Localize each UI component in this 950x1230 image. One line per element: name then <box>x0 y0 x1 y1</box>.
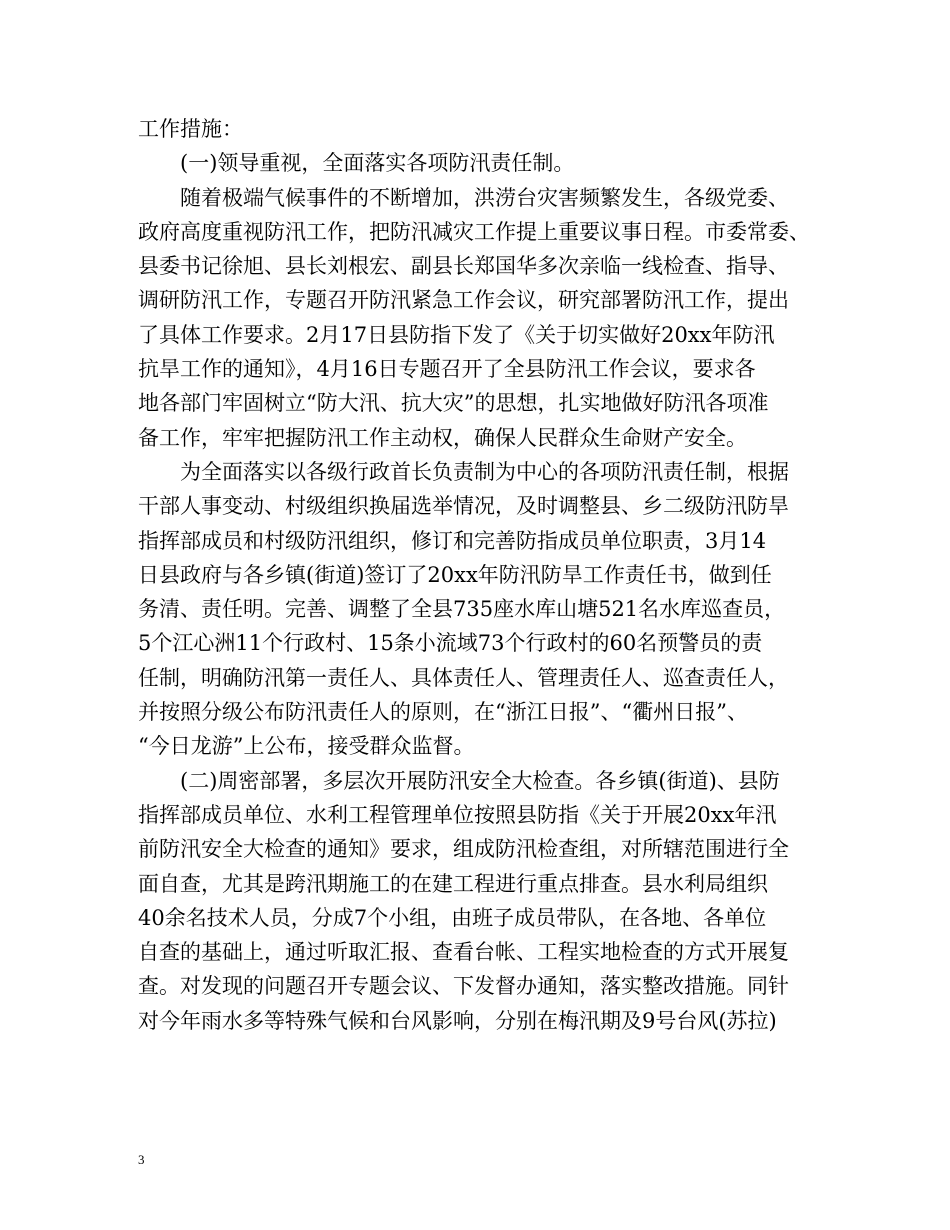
text-line: 5个江心洲11个行政村、15条小流域73个行政村的60名预警员的责 <box>138 631 763 656</box>
section-heading: (二)周密部署，多层次开展防汛安全大检查。各乡镇(街道)、县防 <box>180 768 780 793</box>
text-line: 了具体工作要求。2月17日县防指下发了《关于切实做好20xx年防汛 <box>138 322 775 347</box>
text-line: 抗旱工作的通知》，4月16日专题召开了全县防汛工作会议，要求各 <box>138 357 756 382</box>
body-text <box>138 112 814 1038</box>
text-line: 备工作，牢牢把握防汛工作主动权，确保人民群众生命财产安全。 <box>138 425 747 450</box>
text-line: 对今年雨水多等特殊气候和台风影响，分别在梅汛期及9号台风(苏拉) <box>138 1008 777 1033</box>
text-line: 政府高度重视防汛工作，把防汛减灾工作提上重要议事日程。市委常委、 <box>138 219 810 244</box>
text-line: 工作措施： <box>138 117 243 141</box>
text-line: 调研防汛工作，专题召开防汛紧急工作会议，研究部署防汛工作，提出 <box>138 288 789 313</box>
section-heading: (一)领导重视，全面落实各项防汛责任制。 <box>180 151 575 176</box>
text-line: 随着极端气候事件的不断增加，洪涝台灾害频繁发生，各级党委、 <box>180 185 789 210</box>
text-line: 干部人事变动、村级组织换届选举情况，及时调整县、乡二级防汛防旱 <box>138 494 789 519</box>
text-line: 为全面落实以各级行政首长负责制为中心的各项防汛责任制，根据 <box>180 459 789 484</box>
text-line: 日县政府与各乡镇(街道)签订了20xx年防汛防旱工作责任书，做到任 <box>138 562 772 587</box>
text-line: 前防汛安全大检查的通知》要求，组成防汛检查组，对所辖范围进行全 <box>138 837 789 862</box>
text-line: 县委书记徐旭、县长刘根宏、副县长郑国华多次亲临一线检查、指导、 <box>138 254 789 279</box>
text-line: 任制，明确防汛第一责任人、具体责任人、管理责任人、巡查责任人， <box>138 665 789 690</box>
page-number: 3 <box>138 1152 145 1167</box>
text-line: 指挥部成员和村级防汛组织，修订和完善防指成员单位职责，3月14 <box>138 528 767 553</box>
text-line: 面自查，尤其是跨汛期施工的在建工程进行重点排查。县水利局组织 <box>138 871 768 896</box>
text-line: 40余名技术人员，分成7个小组，由班子成员带队，在各地、各单位 <box>138 905 767 930</box>
text-line: 并按照分级公布防汛责任人的原则，在“浙江日报”、“衢州日报”、 <box>138 700 748 725</box>
text-line: 指挥部成员单位、水利工程管理单位按照县防指《关于开展20xx年汛 <box>138 802 777 827</box>
text-line: 地各部门牢固树立“防大汛、抗大灾”的思想，扎实地做好防汛各项准 <box>138 391 769 416</box>
text-line: “今日龙游”上公布，接受群众监督。 <box>138 734 475 759</box>
text-line: 查。对发现的问题召开专题会议、下发督办通知，落实整改措施。同针 <box>138 974 789 999</box>
text-line: 务清、责任明。完善、调整了全县735座水库山塘521名水库巡查员， <box>138 597 786 622</box>
text-line: 自查的基础上，通过听取汇报、查看台帐、工程实地检查的方式开展复 <box>138 940 789 965</box>
